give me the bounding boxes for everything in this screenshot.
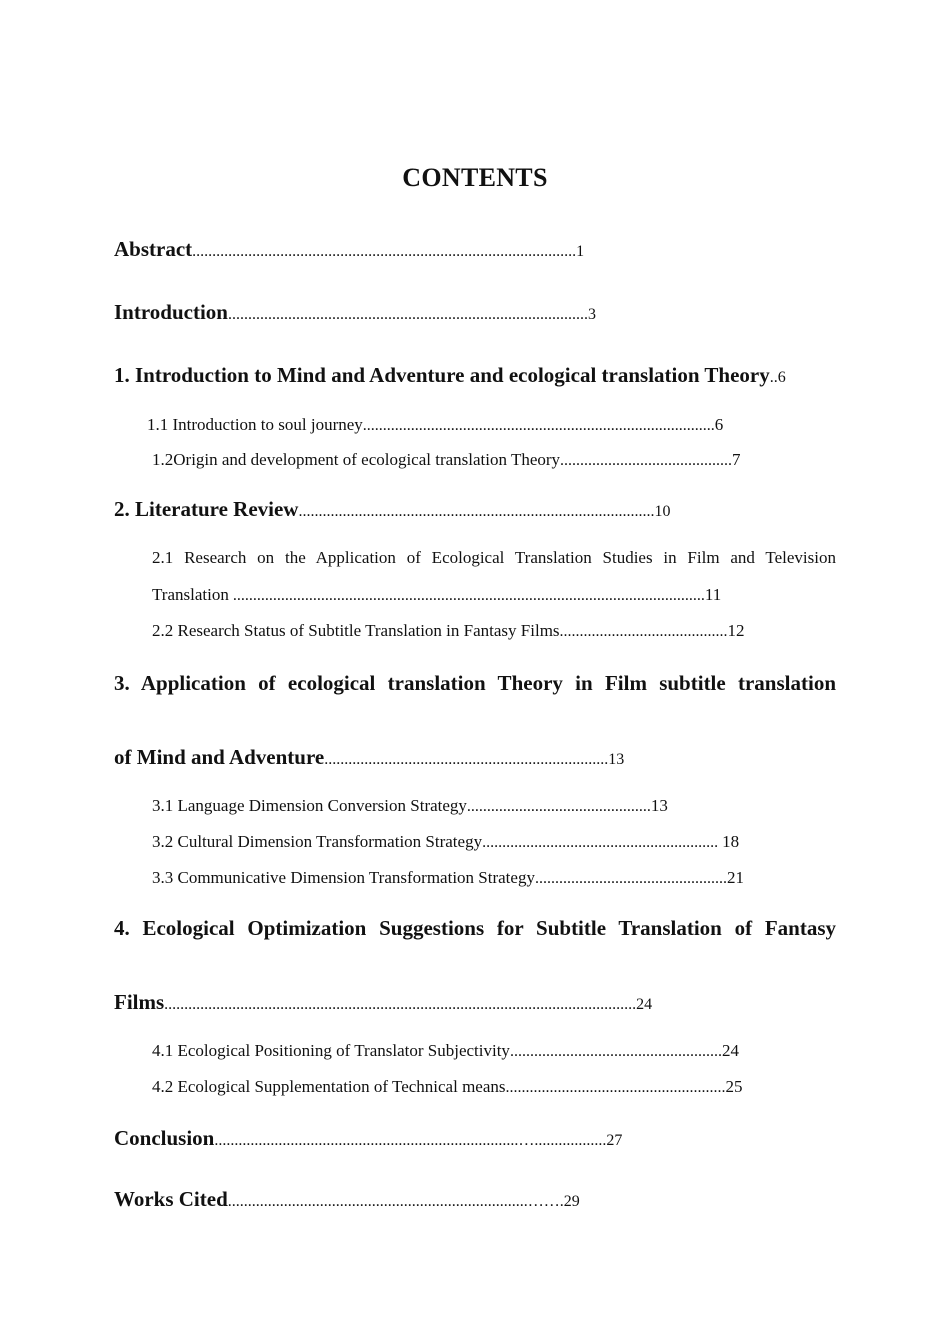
- toc-entry-label: of Mind and Adventure: [114, 745, 325, 769]
- toc-page-number: 29: [563, 1193, 580, 1210]
- toc-entry-chapter-2[interactable]: [114, 497, 670, 522]
- toc-page-number: 24: [636, 996, 653, 1013]
- toc-entry-label: 3.2 Cultural Dimension Transformation Strategy: [152, 832, 483, 851]
- toc-entry-chapter-4-line-2[interactable]: [114, 990, 652, 1015]
- toc-leader: ...........................................: [560, 452, 733, 469]
- toc-page-number: 10: [654, 503, 671, 520]
- toc-leader: ............................................................................…..................: [214, 1132, 607, 1149]
- toc-entry-works-cited[interactable]: [114, 1187, 580, 1212]
- toc-entry-label: 1.2Origin and development of ecological translation Theory: [152, 450, 561, 469]
- toc-entry-label: 1.1 Introduction to soul journey: [147, 415, 363, 434]
- toc-entry-label: 2. Literature Review: [114, 497, 299, 521]
- toc-leader: ..........................................: [559, 623, 728, 640]
- toc-entry-3-3[interactable]: [152, 868, 744, 888]
- toc-entry-3-1[interactable]: [152, 796, 668, 816]
- toc-entry-label: 4.1 Ecological Positioning of Translator Subjectivity: [152, 1041, 510, 1060]
- toc-entry-1-2[interactable]: [152, 450, 741, 470]
- toc-leader: ...........................................................................…….: [227, 1193, 564, 1210]
- toc-leader: .......................................................: [505, 1079, 726, 1096]
- toc-leader: ..: [769, 369, 778, 386]
- toc-entry-2-1-line-1[interactable]: 2.1 Research on the Application of Ecological Translation Studies in Film and Television: [152, 548, 836, 567]
- toc-page-number: 3: [587, 306, 596, 323]
- toc-entry-label: 3.3 Communicative Dimension Transformation Strategy: [152, 868, 535, 887]
- contents-heading: CONTENTS: [402, 163, 548, 192]
- toc-page-number: 12: [727, 621, 745, 640]
- toc-entry-4-1[interactable]: [152, 1041, 739, 1061]
- toc-entry-conclusion[interactable]: [114, 1126, 622, 1151]
- toc-entry-2-2[interactable]: [152, 621, 745, 641]
- toc-entry-label: Conclusion: [114, 1126, 215, 1150]
- toc-page-number: 1: [576, 243, 585, 260]
- toc-entry-3-2[interactable]: [152, 832, 739, 852]
- toc-entry-chapter-3-line-1[interactable]: 3. Application of ecological translation Theory in Film subtitle translation: [114, 671, 836, 695]
- toc-entry-chapter-1[interactable]: [114, 363, 786, 388]
- toc-entry-label: Introduction: [114, 300, 228, 324]
- toc-entry-chapter-3-line-2[interactable]: [114, 745, 624, 770]
- toc-leader: ......................................................................................................................: [164, 996, 637, 1013]
- toc-page-number: 13: [650, 796, 668, 815]
- toc-entry-label: Abstract: [114, 237, 193, 261]
- toc-page-number: 24: [721, 1041, 739, 1060]
- toc-page-number: 11: [704, 585, 722, 604]
- toc-entry-label: 1. Introduction to Mind and Adventure and ecological translation Theory: [114, 363, 770, 387]
- toc-entry-label: 4.2 Ecological Supplementation of Technical means: [152, 1077, 506, 1096]
- toc-leader: .........................................................................................: [298, 503, 655, 520]
- toc-entry-chapter-4-line-1[interactable]: 4. Ecological Optimization Suggestions for Subtitle Translation of Fantasy: [114, 916, 836, 940]
- toc-leader: .....................................................: [509, 1043, 722, 1060]
- toc-leader: ................................................................................................: [192, 243, 577, 260]
- toc-entry-4-2[interactable]: [152, 1077, 743, 1097]
- toc-page-number: 25: [725, 1077, 743, 1096]
- toc-leader: ..........................................................................................: [227, 306, 588, 323]
- toc-page-number: 13: [608, 751, 625, 768]
- toc-entry-introduction[interactable]: [114, 300, 596, 325]
- toc-entry-label: Films: [114, 990, 165, 1014]
- toc-page-number: 18: [722, 832, 740, 851]
- toc-leader: ........................................................................................: [362, 417, 715, 434]
- toc-entry-2-1-line-2[interactable]: [152, 585, 721, 605]
- toc-page-number: 6: [777, 369, 786, 386]
- toc-leader: ......................................................................................................................: [228, 587, 705, 604]
- toc-entry-abstract[interactable]: [114, 237, 584, 262]
- toc-leader: ................................................: [534, 870, 727, 887]
- toc-leader: ..............................................: [466, 798, 651, 815]
- toc-entry-label: 3.1 Language Dimension Conversion Strategy: [152, 796, 467, 815]
- toc-page-number: 7: [732, 450, 741, 469]
- toc-page-number: 6: [714, 415, 724, 434]
- toc-entry-label: 2.2 Research Status of Subtitle Translation in Fantasy Films: [152, 621, 560, 640]
- toc-entry-label: Translation: [152, 585, 229, 604]
- toc-leader: ...........................................................: [482, 834, 723, 851]
- toc-page-number: 27: [606, 1132, 623, 1149]
- toc-page-number: 21: [726, 868, 744, 887]
- toc-entry-label: Works Cited: [114, 1187, 228, 1211]
- toc-leader: .......................................................................: [324, 751, 609, 768]
- toc-entry-1-1[interactable]: [147, 415, 723, 435]
